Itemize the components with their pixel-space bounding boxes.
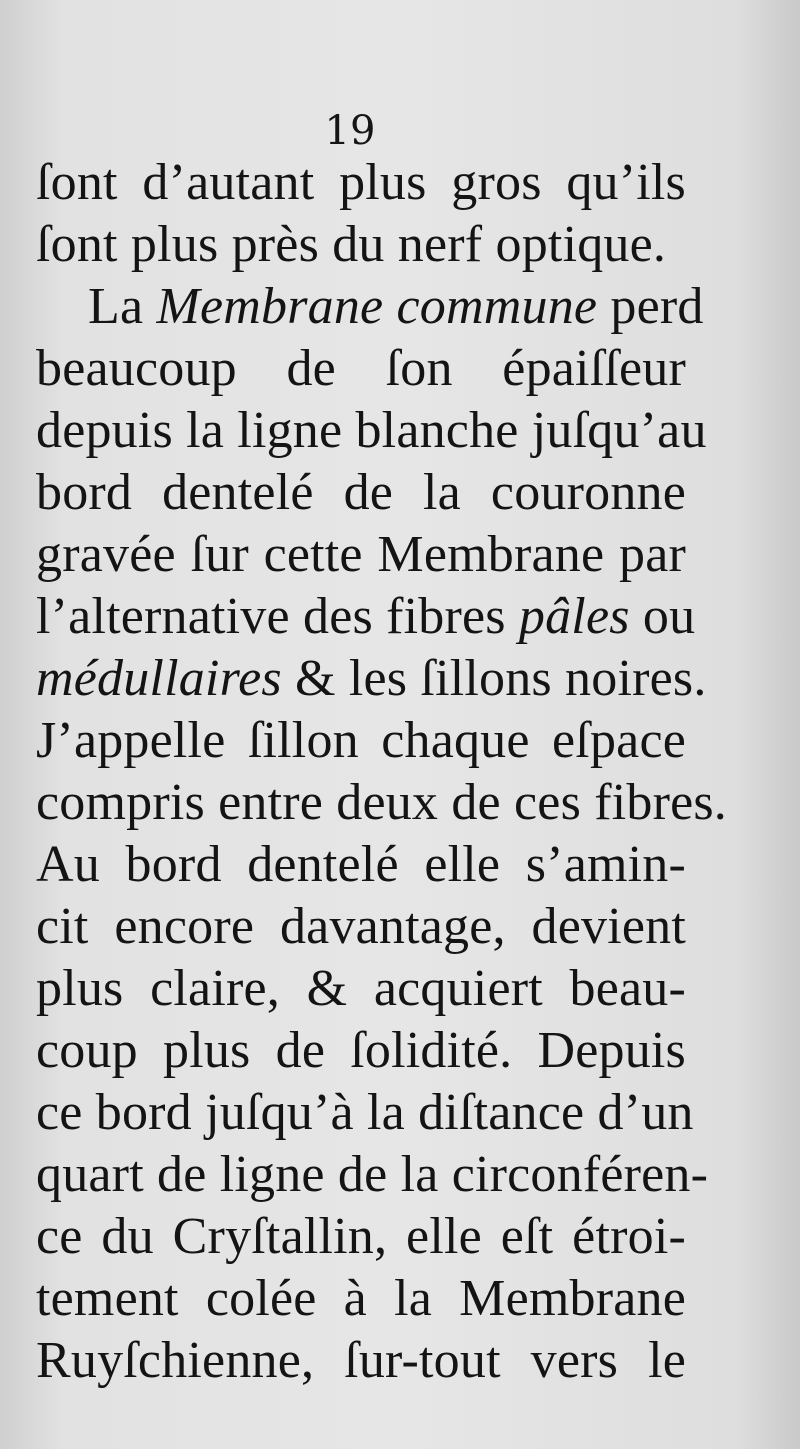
text-segment: l’alternative des fibres [36, 588, 519, 645]
text-segment: bord dentelé de la couronne [36, 464, 686, 521]
body-text [36, 152, 728, 1392]
text-line [36, 214, 686, 276]
text-segment: J’appelle ſillon chaque eſpace [36, 712, 686, 769]
italic-text: pâles [518, 588, 630, 645]
text-segment: ſont plus près du nerf optique. [36, 216, 667, 273]
text-segment: gravée ſur cette Membrane par [36, 526, 686, 583]
text-line [36, 1206, 686, 1268]
text-segment: compris entre deux de ces fibres. [36, 774, 728, 831]
text-line [36, 648, 707, 710]
text-segment: beaucoup de ſon épaiſſeur [36, 340, 686, 397]
text-segment: depuis la ligne blanche juſqu’au [36, 402, 707, 459]
text-line [36, 338, 686, 400]
text-line [36, 710, 686, 772]
text-line [36, 1082, 694, 1144]
text-segment: ſont d’autant plus gros qu’ils [36, 154, 686, 211]
text-line [36, 400, 707, 462]
page-number: 19 [324, 108, 376, 154]
text-segment: Au bord dentelé elle s’amin- [36, 836, 686, 893]
text-segment: tement colée à la Membrane [36, 1270, 686, 1327]
text-line [36, 1020, 686, 1082]
text-line [36, 276, 704, 338]
text-segment: cit encore davantage, devient [36, 898, 686, 955]
text-segment: & les ſillons noires. [281, 650, 707, 707]
text-segment: La [88, 278, 157, 335]
text-line [36, 152, 686, 214]
italic-text: médullaires [36, 650, 282, 707]
text-line [36, 896, 686, 958]
italic-text: Membrane commune [156, 278, 598, 335]
text-line [36, 1144, 709, 1206]
text-line [36, 772, 728, 834]
text-line [36, 586, 696, 648]
text-line [36, 524, 686, 586]
text-segment: plus claire, & acquiert beau- [36, 960, 686, 1017]
text-segment: coup plus de ſolidité. Depuis [36, 1022, 686, 1079]
text-segment: ou [629, 588, 696, 645]
text-segment: perd [597, 278, 704, 335]
text-segment: ce bord juſqu’à la diſtance d’un [36, 1084, 694, 1141]
text-line [36, 1330, 686, 1392]
text-segment: Ruyſchienne, ſur-tout vers le [36, 1332, 686, 1389]
text-segment: ce du Cryſtallin, elle eſt étroi- [36, 1208, 686, 1265]
text-line [36, 1268, 686, 1330]
text-line [36, 834, 686, 896]
text-segment: quart de ligne de la circonféren- [36, 1146, 709, 1203]
text-line [36, 958, 686, 1020]
text-line [36, 462, 686, 524]
